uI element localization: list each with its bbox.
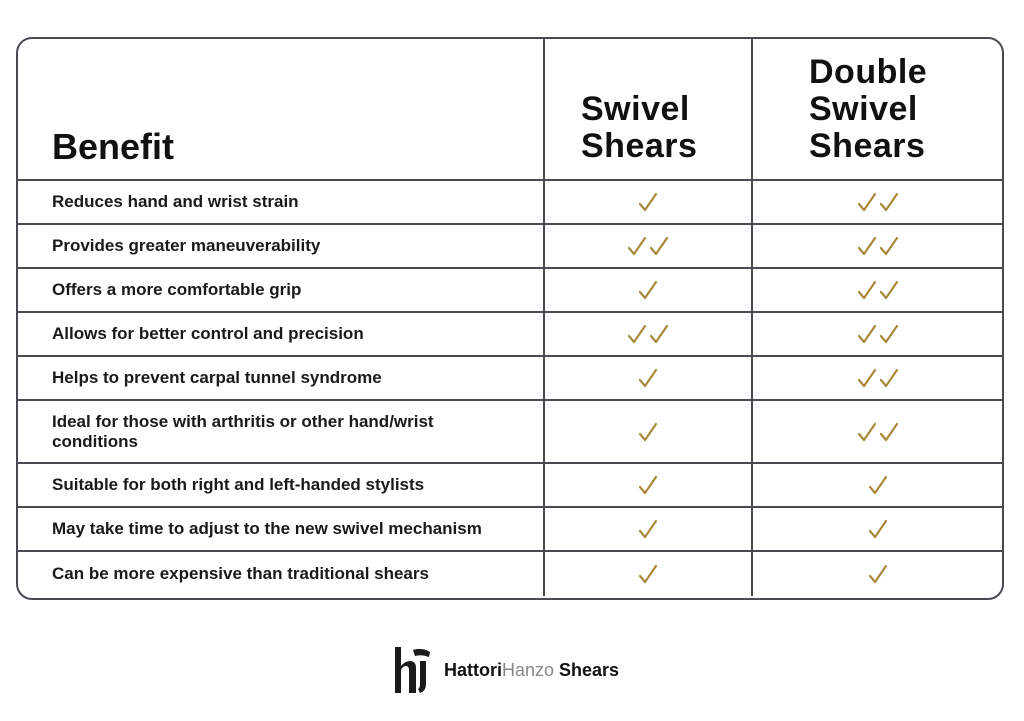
benefit-cell [18, 508, 545, 550]
check-icon [637, 367, 659, 389]
double-swivel-value-cell [753, 401, 1002, 462]
check-icon [637, 421, 659, 443]
table-row [18, 225, 1002, 269]
benefit-cell [18, 357, 545, 399]
check-icon [637, 279, 659, 301]
benefit-label: May take time to adjust to the new swivel mechanism [52, 519, 482, 538]
swivel-value-cell [545, 313, 753, 355]
table-row [18, 464, 1002, 508]
double-swivel-check-marks [867, 474, 889, 496]
check-icon [648, 323, 670, 345]
table-row [18, 508, 1002, 552]
swivel-check-marks [626, 323, 670, 345]
table-row [18, 552, 1002, 596]
header-benefit-cell [18, 39, 545, 179]
benefit-cell [18, 552, 545, 596]
header-double-swivel-shears: Double Swivel Shears [809, 53, 928, 165]
benefit-label: Allows for better control and precision [52, 324, 364, 343]
benefit-label: Suitable for both right and left-handed stylists [52, 475, 425, 494]
check-icon [626, 235, 648, 257]
check-icon [637, 563, 659, 585]
benefit-cell [18, 181, 545, 223]
header-benefit: Benefit [52, 126, 175, 167]
check-icon [878, 323, 900, 345]
benefit-cell [18, 269, 545, 311]
table-row [18, 181, 1002, 225]
check-icon [637, 191, 659, 213]
swivel-value-cell [545, 357, 753, 399]
double-swivel-check-marks [856, 367, 900, 389]
double-swivel-check-marks [856, 323, 900, 345]
double-swivel-value-cell [753, 313, 1002, 355]
swivel-value-cell [545, 225, 753, 267]
comparison-table [16, 37, 1004, 600]
check-icon [856, 235, 878, 257]
brand-part-hanzo: Hanzo [502, 659, 555, 680]
benefit-label: Helps to prevent carpal tunnel syndrome [52, 368, 382, 387]
double-swivel-value-cell [753, 552, 1002, 596]
double-swivel-value-cell [753, 181, 1002, 223]
double-swivel-check-marks [856, 279, 900, 301]
double-swivel-check-marks [867, 518, 889, 540]
brand-part-shears: Shears [554, 659, 620, 680]
check-icon [637, 518, 659, 540]
swivel-check-marks [637, 474, 659, 496]
benefit-label: Reduces hand and wrist strain [52, 192, 299, 211]
swivel-value-cell [545, 552, 753, 596]
table-row [18, 269, 1002, 313]
check-icon [626, 323, 648, 345]
brand-name [444, 660, 619, 681]
swivel-value-cell [545, 508, 753, 550]
double-swivel-value-cell [753, 464, 1002, 506]
swivel-check-marks [637, 367, 659, 389]
benefit-cell [18, 313, 545, 355]
check-icon [856, 421, 878, 443]
swivel-value-cell [545, 464, 753, 506]
benefit-label: Can be more expensive than traditional shears [52, 564, 429, 583]
header-double-swivel-cell [753, 39, 1002, 179]
benefit-label: Offers a more comfortable grip [52, 280, 302, 299]
double-swivel-check-marks [856, 191, 900, 213]
benefit-cell [18, 225, 545, 267]
double-swivel-value-cell [753, 357, 1002, 399]
check-icon [878, 191, 900, 213]
table-row [18, 401, 1002, 464]
check-icon [867, 474, 889, 496]
header-swivel-cell [545, 39, 753, 179]
swivel-check-marks [637, 518, 659, 540]
hattori-hanzo-logo-icon [392, 644, 432, 696]
check-icon [878, 235, 900, 257]
double-swivel-check-marks [867, 563, 889, 585]
swivel-check-marks [626, 235, 670, 257]
swivel-check-marks [637, 279, 659, 301]
check-icon [856, 323, 878, 345]
double-swivel-value-cell [753, 225, 1002, 267]
benefit-cell [18, 464, 545, 506]
check-icon [878, 421, 900, 443]
check-icon [878, 367, 900, 389]
swivel-value-cell [545, 401, 753, 462]
check-icon [867, 518, 889, 540]
check-icon [648, 235, 670, 257]
double-swivel-value-cell [753, 508, 1002, 550]
check-icon [878, 279, 900, 301]
double-swivel-check-marks [856, 421, 900, 443]
double-swivel-value-cell [753, 269, 1002, 311]
swivel-value-cell [545, 181, 753, 223]
table-body [18, 181, 1002, 596]
brand-part-hattori: Hattori [444, 659, 502, 680]
benefit-label: Ideal for those with arthritis or other hand/wrist conditions [52, 411, 434, 451]
table-row [18, 313, 1002, 357]
check-icon [856, 191, 878, 213]
table-row [18, 357, 1002, 401]
table-header-row [18, 39, 1002, 181]
footer-brand [392, 644, 619, 696]
benefit-cell [18, 401, 545, 462]
check-icon [637, 474, 659, 496]
swivel-check-marks [637, 563, 659, 585]
check-icon [867, 563, 889, 585]
header-swivel-shears: Swivel Shears [581, 90, 698, 165]
swivel-check-marks [637, 421, 659, 443]
swivel-value-cell [545, 269, 753, 311]
double-swivel-check-marks [856, 235, 900, 257]
benefit-label: Provides greater maneuverability [52, 236, 321, 255]
swivel-check-marks [637, 191, 659, 213]
check-icon [856, 279, 878, 301]
check-icon [856, 367, 878, 389]
